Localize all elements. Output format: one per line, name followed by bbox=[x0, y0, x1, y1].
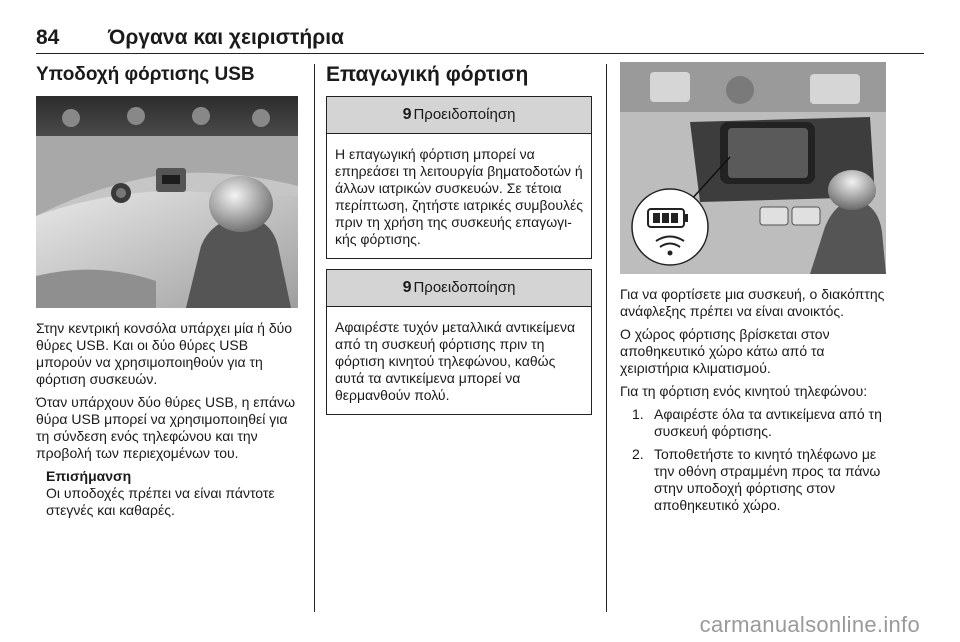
list-item bbox=[620, 406, 890, 440]
warning-header-1 bbox=[327, 97, 591, 134]
page-number: 84 bbox=[36, 26, 60, 49]
column-divider-2 bbox=[606, 64, 607, 612]
warning-header-2 bbox=[327, 270, 591, 307]
step-number: 2. bbox=[632, 446, 644, 462]
warning-box-1 bbox=[326, 96, 592, 259]
charging-pad-photo bbox=[620, 62, 886, 274]
warning-heading: Προειδοποίηση bbox=[413, 106, 516, 123]
warning-text-1: Η επαγωγική φόρτιση μπορεί να επηρεάσει τη λειτουργία βηματοδοτών ή άλλων ιατρικών συσκευών. Σε τέτοια περίπτωση, ζητήστε ιατρικές συμβουλές πριν τη χρήση της συσκευής επαγωγικής φόρτισης. bbox=[335, 146, 583, 247]
list-item bbox=[620, 446, 890, 514]
column-divider-1 bbox=[314, 64, 315, 612]
warning-icon: 9 bbox=[402, 106, 412, 123]
charging-paragraph-1: Για να φορτίσετε μια συσκευή, ο διακόπτης ανάφλεξης πρέπει να είναι ανοικτός. bbox=[620, 286, 885, 319]
charging-pad-illustration bbox=[620, 62, 886, 274]
warning-heading: Προειδοποίηση bbox=[413, 279, 516, 296]
running-title: Όργανα και χειριστήρια bbox=[108, 26, 344, 49]
note-title: Επισήμανση bbox=[46, 468, 132, 484]
note-text: Οι υποδοχές πρέπει να είναι πάντοτε στεγνές και καθαρές. bbox=[46, 485, 275, 518]
watermark: carmanualsonline.info bbox=[699, 612, 920, 637]
usb-console-photo bbox=[36, 96, 298, 308]
charging-steps-list bbox=[620, 406, 890, 514]
usb-paragraph-2: Όταν υπάρχουν δύο θύρες USB, η επάνω θύρα USB μπορεί να χρησιμοποιηθεί για τη σύνδεση ενός τηλεφώνου και την προβολή των περιεχομένων του. bbox=[36, 394, 296, 461]
column-charging-steps bbox=[620, 62, 890, 520]
charging-paragraph-2: Ο χώρος φόρτισης βρίσκεται στον αποθηκευτικό χώρο κάτω από τα χειριστήρια κλιματισμού. bbox=[620, 326, 830, 376]
column-inductive bbox=[326, 62, 592, 425]
warning-icon: 9 bbox=[402, 279, 412, 296]
usb-console-illustration bbox=[36, 96, 298, 308]
page-header bbox=[36, 26, 924, 50]
usb-section-title: Υποδοχή φόρτισης USB bbox=[36, 64, 255, 85]
step-text: Αφαιρέστε όλα τα αντικείμενα από τη συσκευή φόρτισης. bbox=[654, 406, 882, 439]
usb-note bbox=[46, 468, 300, 519]
column-usb bbox=[36, 62, 300, 519]
inductive-section-title: Επαγωγική φόρτιση bbox=[326, 63, 529, 86]
step-number: 1. bbox=[632, 406, 644, 422]
charging-paragraph-3: Για τη φόρτιση ενός κινητού τηλεφώνου: bbox=[620, 383, 868, 399]
warning-text-2: Αφαιρέστε τυχόν μεταλλικά αντικείμενα από τη συσκευή φόρτισης πριν τη φόρτιση κινητού τηλεφώνου, καθώς αυτά τα αντικείμενα μπορεί να θερμανθούν πολύ. bbox=[335, 319, 576, 403]
header-rule bbox=[36, 53, 924, 54]
usb-paragraph-1: Στην κεντρική κονσόλα υπάρχει μία ή δύο θύρες USB. Και οι δύο θύρες USB μπορούν να χρησιμοποιηθούν για τη φόρτιση συσκευών. bbox=[36, 320, 293, 387]
step-text: Τοποθετήστε το κινητό τηλέφωνο με την οθόνη στραμμένη προς τα πάνω στην υποδοχή φόρτισης στον αποθηκευτικό χώρο. bbox=[654, 446, 881, 513]
warning-box-2 bbox=[326, 269, 592, 415]
